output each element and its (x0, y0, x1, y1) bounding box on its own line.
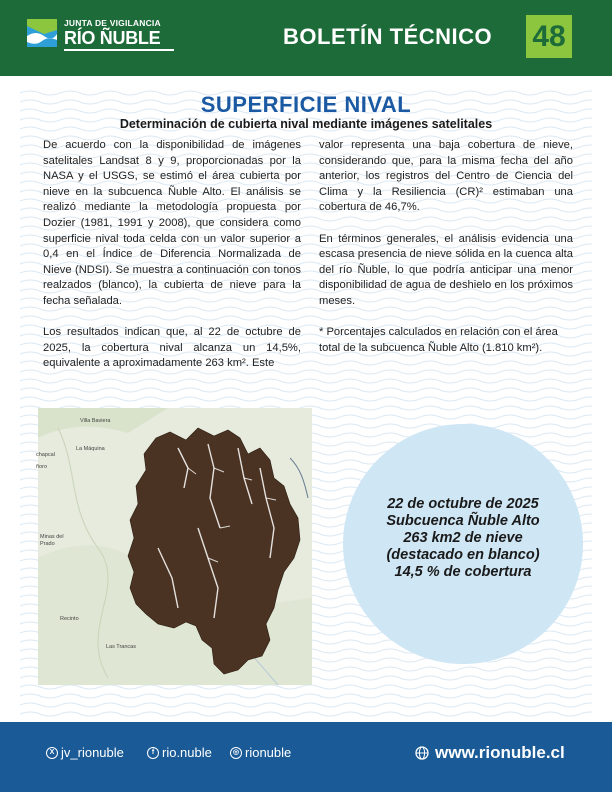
globe-icon (415, 746, 429, 760)
map-label: Minas del Prado (40, 534, 64, 547)
website-url: www.rionuble.cl (435, 743, 565, 762)
paragraph-footnote: * Porcentajes calculados en relación con el área total de la subcuenca Ñuble Alto (1.810 km²). (319, 326, 558, 354)
paragraph-methodology: De acuerdo con la disponibilidad de imágenes satelitales Landsat 8 y 9, proporcionadas por la NASA y el USGS, se estimó el área cubierta por nieve en la subcuenca Ñuble Alto. El análisis se realizó mediante la metodología propuesta por Dozier (1981, 1991 y 2008), que considera como superficie nival toda celda con un valor superior a 0,4 en el Índice de Diferencia Normalizada de Nieve (NDSI). Se muestra a continuación con tonos realzados (blanco), la cubierta de nieve para la fecha señalada. (43, 139, 301, 307)
organization-logo[interactable] (26, 16, 161, 56)
snow-cover-map (38, 408, 312, 685)
bulletin-title: BOLETÍN TÉCNICO (283, 24, 493, 49)
paragraph-results-continued: valor representa una baja cobertura de nieve, considerando que, para la misma fecha del año anterior, los registros del Centro de Ciencia del Clima y la Resiliencia (CR)² estimaban una cobertura de 46,7%. (319, 139, 573, 214)
highlight-coverage: 14,5 % de cobertura (394, 564, 532, 580)
facebook-icon: f (147, 747, 159, 759)
paragraph-results-start: Los resultados indican que, al 22 de octubre de 2025, la cobertura nival alcanza un 14,5%, equivalente a aproximadamente 263 km². Este (43, 326, 301, 370)
left-column (43, 138, 301, 388)
social-facebook-handle: rio.nuble (162, 745, 212, 760)
map-label: Villa Baviera (80, 418, 111, 424)
highlight-basin: Subcuenca Ñuble Alto (386, 513, 540, 529)
map-label: Recinto (60, 616, 79, 622)
paragraph-conclusion: En términos generales, el análisis evidencia una escasa presencia de nieve sólida en la cuenca alta del río Ñuble, lo que podría anticipar una menor disponibilidad de agua de deshielo en los próximos meses. (319, 232, 573, 307)
highlight-date: 22 de octubre de 2025 (387, 496, 539, 512)
social-x-handle: jv_rionuble (61, 745, 124, 760)
map-label: chapcal (36, 452, 55, 458)
x-icon: X (46, 747, 58, 759)
social-instagram-handle: rionuble (245, 745, 292, 760)
highlight-summary (343, 496, 583, 581)
website-link[interactable] (415, 743, 565, 763)
social-instagram-link[interactable] (230, 745, 291, 760)
highlight-area: 263 km2 de nieve (403, 530, 523, 546)
map-label: Las Trancas (106, 644, 136, 650)
logo-underline (64, 49, 174, 51)
right-column (319, 138, 573, 372)
article-subtitle: Determinación de cubierta nival mediante imágenes satelitales (119, 117, 493, 131)
instagram-icon: ◎ (230, 747, 242, 759)
map-label: La Máquina (76, 446, 105, 452)
issue-number-badge: 48 (526, 15, 572, 58)
logo-emblem-icon (26, 18, 58, 48)
map-label: ñoro (36, 464, 48, 470)
social-x-link[interactable] (46, 745, 124, 760)
social-facebook-link[interactable] (147, 745, 212, 760)
article-title: SUPERFICIE NIVAL (200, 92, 412, 117)
logo-org-main: RÍO ÑUBLE (64, 28, 161, 48)
logo-org-top: JUNTA DE VIGILANCIA (64, 18, 161, 28)
highlight-note: (destacado en blanco) (386, 547, 540, 563)
